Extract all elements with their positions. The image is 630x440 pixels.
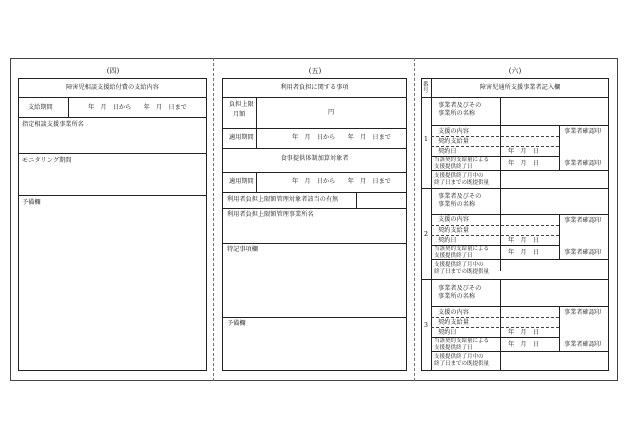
section-6-number: (六) [508,67,522,75]
service-label: 支援の内容 [438,128,469,135]
provider-label-2: 事業所の名称 [438,110,476,117]
provider-label-1: 事業者及びその [438,193,482,200]
s5-mgmt-target: 利用者負担上限額管理対象者該当の有無 [227,196,339,203]
contract-date-label: 契約日 [438,148,457,155]
s5-apply-label: 適用期間 [229,134,254,141]
s4-period-label: 支給期間 [28,104,53,111]
confirm-stamp-label: 事業者確認印 [564,128,602,135]
s5-apply-value: 年 月 日から 年 月 日まで [292,134,391,141]
end-label-4: 終了日までの既提供量 [434,269,490,275]
s4-period-value: 年 月 日から 年 月 日まで [88,104,187,111]
end-date-value: 年 月 日 [508,341,539,348]
contract-date-value: 年 月 日 [508,329,539,336]
provider-label-2: 事業所の名称 [438,201,476,208]
section-4-number: (四) [106,67,120,75]
service-label: 支援の内容 [438,309,469,316]
end-label-4: 終了日までの既提供量 [434,180,490,186]
end-label-2: 支援提供終了日 [434,164,473,170]
amount-label: 契約支給量 [438,319,469,326]
s5-meal-label: 食事提供体制加算対象者 [280,155,349,162]
block-number: 1 [424,136,428,143]
column-divider-1 [213,58,214,381]
amount-label: 契約支給量 [438,227,469,234]
s6-seq-label: 番号 [423,82,429,95]
contract-date-value: 年 月 日 [508,148,539,155]
s5-special-label: 特記事項欄 [227,246,258,253]
s5-limit-label-2: 月額 [233,111,246,118]
s5-apply2-label: 適用期間 [229,178,254,185]
end-label-3: 支援提供終了月中の [434,354,484,360]
s5-apply2-value: 年 月 日から 年 月 日まで [292,178,391,185]
s5-limit-label-1: 負担上限 [229,101,254,108]
contract-date-label: 契約日 [438,237,457,244]
contract-date-value: 年 月 日 [508,237,539,244]
amount-label: 契約支給量 [438,138,469,145]
end-label-2: 支援提供終了日 [434,253,473,259]
end-label-2: 支援提供終了日 [434,345,473,351]
confirm-stamp-label: 事業者確認印 [564,160,602,167]
confirm-stamp-label: 事業者確認印 [564,341,602,348]
section-4-title: 障害児相談支援給付費の支給内容 [66,84,159,91]
confirm-stamp-label: 事業者確認印 [564,217,602,224]
s5-limit-unit: 円 [328,109,335,116]
end-label-1: 当該契約支給量による [434,338,490,344]
s4-office-label: 指定相談支援事業所名 [22,121,84,128]
end-date-value: 年 月 日 [508,160,539,167]
s4-notes-label: 予備欄 [22,199,41,206]
provider-label-1: 事業者及びその [438,102,482,109]
end-label-3: 支援提供終了月中の [434,173,484,179]
provider-label-1: 事業者及びその [438,285,482,292]
block-number: 3 [424,322,428,329]
end-date-value: 年 月 日 [508,249,539,256]
s5-mgmt-office: 利用者負担上限額管理事業所名 [227,211,314,218]
confirm-stamp-label: 事業者確認印 [564,249,602,256]
confirm-stamp-label: 事業者確認印 [564,309,602,316]
end-label-1: 当該契約支給量による [434,246,490,252]
s5-notes-label: 予備欄 [227,320,246,327]
section-5-number: (五) [308,67,322,75]
block-number: 2 [424,231,428,238]
end-label-1: 当該契約支給量による [434,157,490,163]
section-6-title: 障害児通所支援事業者記入欄 [479,84,561,91]
section-5-table [222,78,407,371]
section-5-title: 利用者負担に関する事項 [280,84,349,91]
column-divider-2 [414,58,415,381]
contract-date-label: 契約日 [438,329,457,336]
s4-monitoring-label: モニタリング期間 [22,157,72,164]
end-label-4: 終了日までの既提供量 [434,361,490,367]
service-label: 支援の内容 [438,216,469,223]
provider-label-2: 事業所の名称 [438,293,476,300]
end-label-3: 支援提供終了月中の [434,262,484,268]
